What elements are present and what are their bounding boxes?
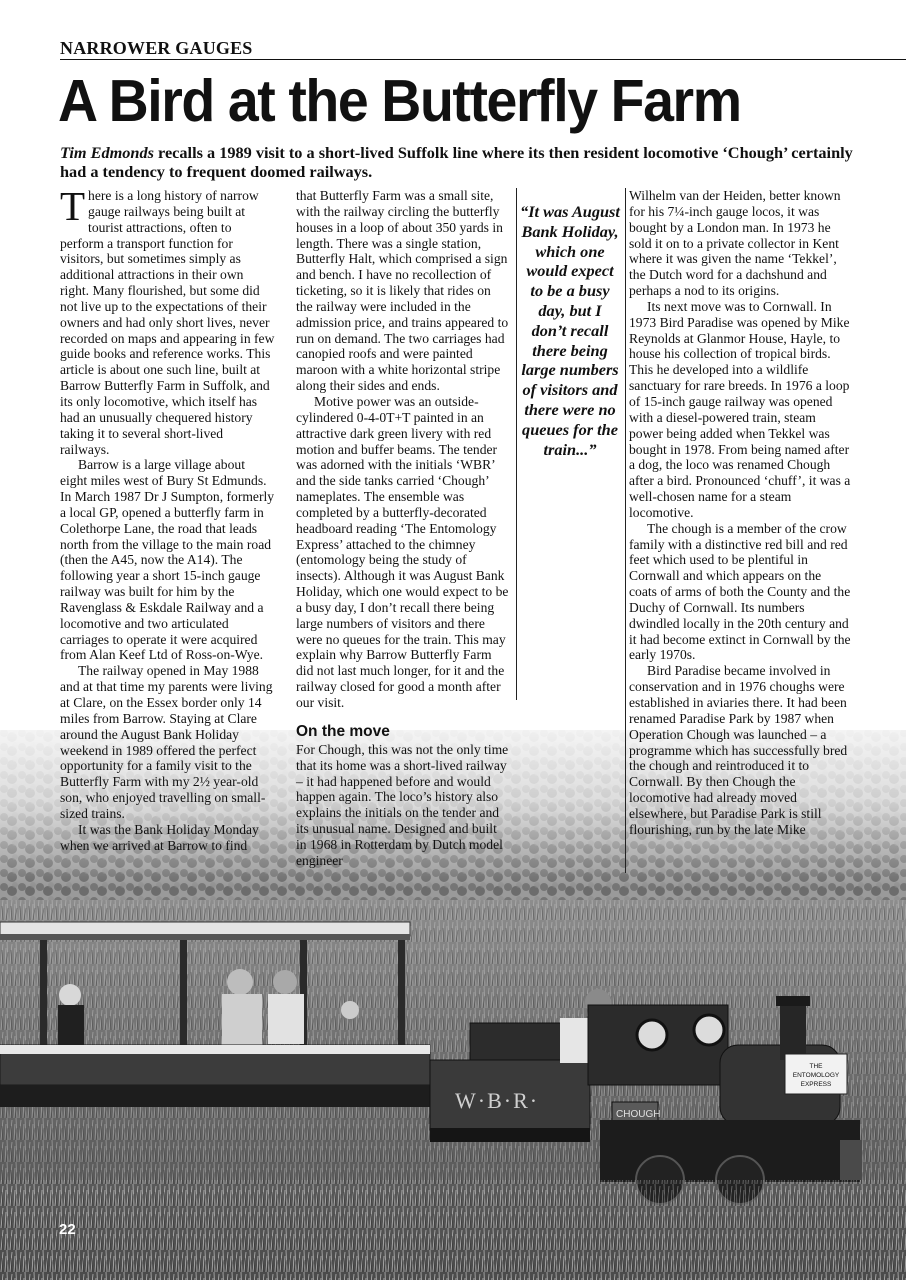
section-label: NARROWER GAUGES [60, 38, 253, 58]
paragraph: It was the Bank Holiday Monday when we arrived at Barrow to find [60, 821, 259, 853]
paragraph: The chough is a member of the crow family with a distinctive red bill and red feet which used to be plentiful in Cornwall and which appears on the coats of arms of both the County and the Duchy of Cornwall. Its numbers dwindled locally in the 20th century and it had become extinct in Cornwall by the early 1970s. [629, 520, 851, 663]
page-number: 22 [59, 1221, 76, 1238]
column-2 [296, 188, 510, 869]
loco-nameplate: CHOUGH [616, 1109, 661, 1120]
paragraph: Its next move was to Cornwall. In 1973 Bird Paradise was opened by Mike Reynolds at Glanmor House, Hayle, to house his collection of tropical birds. This he developed into a wildlife sanctuary for rare breeds. In 1976 a loop of 15-inch gauge railway was opened with a diesel-powered train, steam power being added when Tekkel was bought in 1978. From being named after a dog, the loco was renamed Chough after a bird. Pronounced ‘chuff’, it was a well-chosen name for a steam locomotive. [629, 298, 851, 520]
paragraph: Motive power was an outside-cylindered 0-4-0T+T painted in an attractive dark green livery with red motion and buffer beams. The tender was adorned with the initials ‘WBR’ and the side tanks carried ‘Chough’ nameplates. The ensemble was completed by a butterfly-decorated headboard reading ‘The Entomology Express’ attached to the chimney (entomology being the study of insects). Although it was August Bank Holiday, which one would expect to be a busy day, I don’t recall there being large numbers of visitors and there were no queues for the train. This may explain why Barrow Butterfly Farm did not last much longer, for it and the railway closed for good a month after our visit. [296, 393, 509, 710]
paragraph: Barrow is a large village about eight miles west of Bury St Edmunds. In March 1987 Dr J Sumpton, formerly a local GP, opened a butterfly farm in Colethorpe Lane, the road that leads north from the village to the main road (then the A45, now the A14). The following year a short 15-inch gauge railway was built for him by the Ravenglass & Eskdale Railway and a locomotive and two articulated carriages to operate it were acquired from Alan Keef Ltd of Ross-on-Wye. [60, 457, 275, 663]
standfirst-text: recalls a 1989 visit to a short-lived Suffolk line where its then resident locomotive ‘Chough’ certainly had a tendency to frequent doomed railways. [60, 143, 853, 181]
drop-cap: T [60, 183, 86, 229]
article-headline: A Bird at the Butterfly Farm [58, 68, 741, 134]
pull-quote: “It was August Bank Holiday, which one would expect to be a busy day, but I don’t recall there being large numbers of visitors and there were no queues for the train...” [520, 202, 620, 459]
column-4 [629, 188, 851, 838]
paragraph: For Chough, this was not the only time that its home was a short-lived railway – it had happened before and would happen again. The loco’s history also explains the initials on the tender and its unusual name. Designed and built in 1968 in Rotterdam by Dutch model engineer [296, 741, 509, 868]
paragraph: The railway opened in May 1988 and at that time my parents were living at Clare, on the Essex border only 14 miles from Barrow. Staying at Clare around the August Bank Holiday weekend in 1989 offered the perfect opportunity for a family visit to the Butterfly Farm with my 2½ year-old son, who enjoyed travelling on small-sized trains. [60, 663, 273, 821]
svg-text:EXPRESS: EXPRESS [800, 1081, 832, 1088]
paragraph: There is a long history of narrow gauge railways being built at tourist attractions, often to perform a transport function for visitors, but sometimes simply as additional attractions in their own right. Many flourished, but some did not live up to the expectations of their owners and had only short lives, never recorded on maps and appearing in few guide books and reference works. This article is about one such line, built at Barrow Butterfly Farm in Suffolk, and its only locomotive, which itself has had an unusually chequered history taking it to several short-lived railways. [60, 183, 275, 457]
column-divider [625, 188, 626, 873]
headboard [785, 1054, 847, 1094]
tender-lettering: W·B·R· [455, 1088, 540, 1113]
svg-text:ENTOMOLOGY: ENTOMOLOGY [792, 1072, 840, 1079]
paragraph: Bird Paradise became involved in conservation and in 1976 choughs were established in aviaries there. It had been renamed Paradise Park by 1987 when Operation Chough was launched – a programme which has successfully bred the chough and reintroduced it to Cornwall. By then Chough the locomotive had already moved elsewhere, but Paradise Park is still flourishing, run by the late Mike [629, 663, 848, 837]
subheading: On the move [296, 722, 390, 740]
section-rule [60, 59, 906, 60]
paragraph: that Butterfly Farm was a small site, with the railway circling the butterfly houses in a loop of about 350 yards in length. There was a single station, Butterfly Halt, which comprised a sign and bench. I have no recollection of ticketing, so it is likely that rides on the railway were included in the admission price, and trains appeared to run on demand. The two carriages had canopied roofs and were painted maroon with a white horizontal stripe along their sides and ends. [296, 188, 509, 394]
column-divider [516, 188, 517, 700]
column-1 [60, 183, 275, 853]
svg-text:THE: THE [809, 1063, 823, 1070]
paragraph: Wilhelm van der Heiden, better known for his 7¼-inch gauge locos, it was bought by a London man. In 1973 he sold it on to a private collector in Kent where it was given the name ‘Tekkel’, the Dutch word for a dachshund and perhaps a nod to its origins. [629, 188, 841, 299]
standfirst [60, 143, 860, 181]
author-name: Tim Edmonds [60, 143, 154, 162]
